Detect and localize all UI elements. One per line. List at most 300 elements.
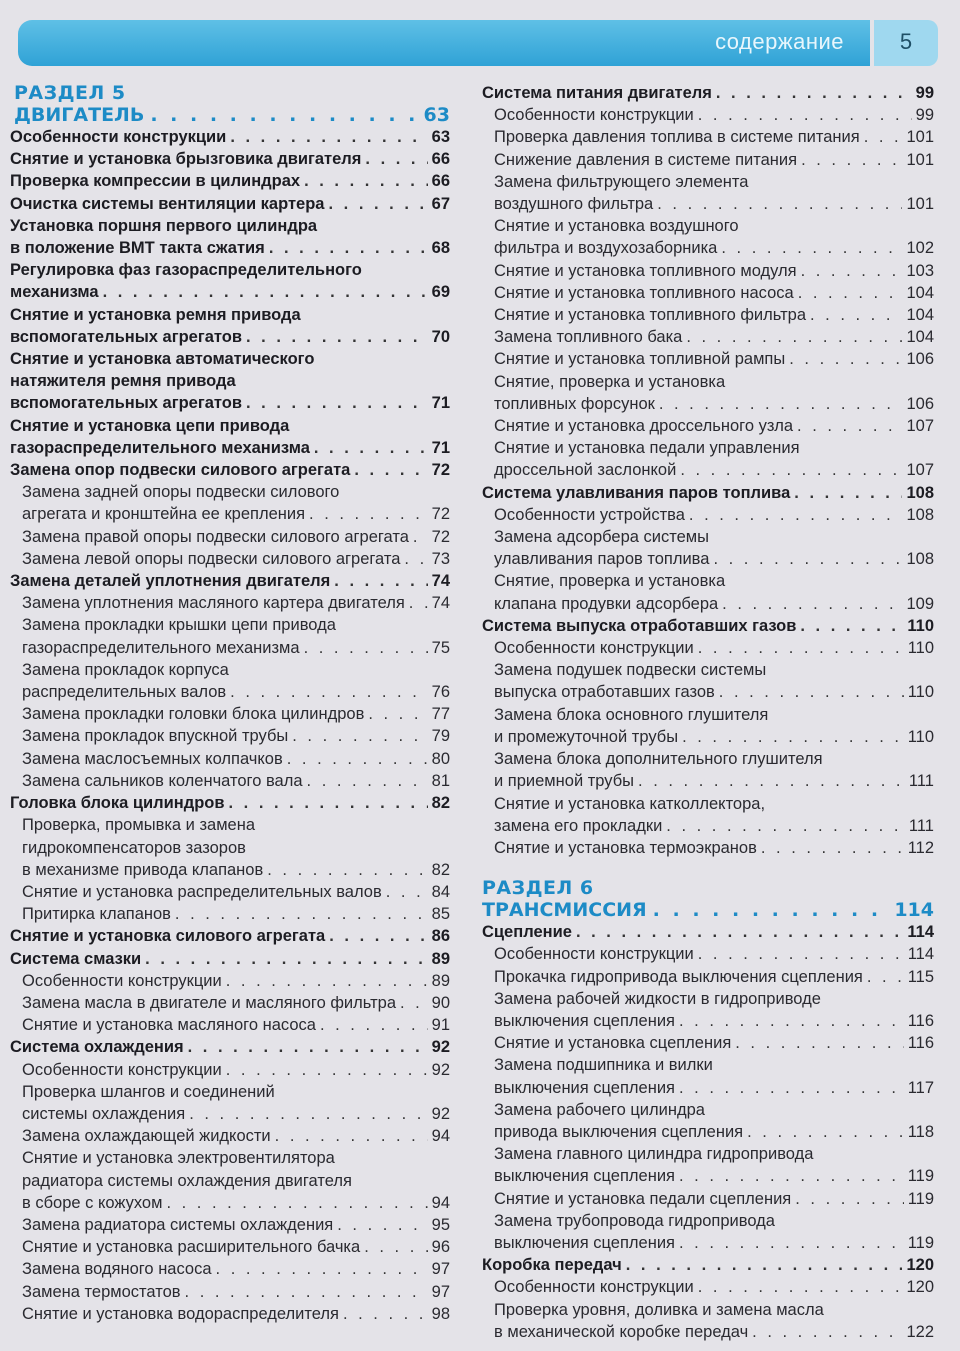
leader-dots (320, 1014, 428, 1036)
leader-dots (761, 837, 904, 859)
toc-page-number: 101 (906, 150, 934, 169)
toc-entry-title: Снятие и установка электровентилятора (22, 1149, 335, 1168)
toc-page-number: 120 (906, 1256, 934, 1275)
toc-page-number: 92 (431, 1060, 450, 1079)
toc-entry-line (478, 1299, 934, 1321)
toc-entry-line (6, 1214, 450, 1236)
toc-subentry[interactable] (478, 171, 934, 215)
toc-page-number: 68 (431, 239, 450, 258)
toc-heading-entry[interactable] (6, 148, 450, 170)
toc-entry-title: Коробка передач (482, 1256, 622, 1275)
toc-entry-title: Замена подушек подвески системы (494, 661, 767, 680)
toc-entry-line (478, 215, 934, 237)
toc-subentry[interactable] (478, 1032, 934, 1054)
toc-entry-title: Замена водяного насоса (22, 1260, 212, 1279)
toc-entry-line (6, 1125, 450, 1147)
toc-page-number: 70 (431, 327, 450, 346)
toc-page-number: 94 (431, 1193, 450, 1212)
toc-subentry[interactable] (478, 637, 934, 659)
leader-dots (269, 237, 428, 259)
toc-heading-entry[interactable] (478, 1254, 934, 1276)
toc-page-number: 73 (431, 549, 450, 568)
toc-entry-line (478, 437, 934, 459)
toc-entry-line (478, 393, 934, 415)
toc-entry-title: Снятие и установка сцепления (494, 1034, 732, 1053)
toc-subentry[interactable] (6, 526, 450, 548)
toc-entry-line (478, 348, 934, 370)
toc-subentry[interactable] (6, 481, 450, 525)
toc-entry-title: Прокачка гидропривода выключения сцепления (494, 967, 863, 986)
toc-page-number: 76 (431, 683, 450, 702)
toc-entry-title: Система охлаждения (10, 1038, 184, 1057)
leader-dots (659, 393, 903, 415)
toc-entry-title: Снятие и установка распределительных валов (22, 882, 382, 901)
leader-dots (686, 326, 902, 348)
toc-entry-title: Проверка, промывка и замена (22, 816, 256, 835)
toc-entry-line (478, 704, 934, 726)
toc-entry-title: Снятие и установка брызговика двигателя (10, 150, 362, 169)
toc-entry-line (478, 1321, 934, 1343)
toc-entry-title: улавливания паров топлива (494, 550, 710, 569)
toc-entry-line (6, 437, 450, 459)
toc-subentry[interactable] (478, 1210, 934, 1254)
toc-subentry[interactable] (6, 1281, 450, 1303)
leader-dots (400, 992, 428, 1014)
toc-heading-entry[interactable] (6, 459, 450, 481)
toc-entry-line (6, 259, 450, 281)
toc-subentry[interactable] (6, 614, 450, 658)
toc-subentry[interactable] (478, 793, 934, 837)
leader-dots (307, 770, 428, 792)
leader-dots (716, 82, 912, 104)
toc-page-number: 82 (431, 860, 450, 879)
toc-entry-title: Замена адсорбера системы (494, 528, 709, 547)
toc-entry-title: вспомогательных агрегатов (10, 327, 242, 346)
toc-page-number: 99 (915, 106, 934, 125)
toc-heading-entry[interactable] (478, 482, 934, 504)
toc-entry-title: Особенности конструкции (10, 128, 227, 146)
leader-dots (867, 966, 904, 988)
toc-entry-line (6, 1014, 450, 1036)
section-6-name: ТРАНСМИССИЯ (482, 899, 647, 922)
toc-entry-line (478, 126, 934, 148)
toc-entry-title: Снятие и установка топливного насоса (494, 283, 794, 302)
toc-page-number: 75 (431, 638, 450, 657)
toc-page-number: 97 (431, 1260, 450, 1279)
toc-page-number: 110 (907, 683, 934, 702)
toc-entry-line (478, 966, 934, 988)
toc-subentry[interactable] (478, 526, 934, 570)
toc-entry-title: Головка блока цилиндров (10, 794, 225, 813)
section-5-name: ДВИГАТЕЛЬ (14, 104, 145, 126)
toc-page-number: 92 (431, 1104, 450, 1123)
toc-page-number: 119 (907, 1233, 934, 1252)
leader-dots (329, 925, 427, 947)
toc-subentry[interactable] (478, 104, 934, 126)
leader-dots (789, 348, 902, 370)
toc-page-number: 112 (907, 838, 934, 857)
header-title: содержание (715, 29, 844, 54)
toc-entry-title: Замена радиатора системы охлаждения (22, 1215, 334, 1234)
toc-subentry[interactable] (6, 1014, 450, 1036)
toc-entry-title: Замена деталей уплотнения двигателя (10, 572, 331, 591)
toc-entry-title: Замена правой опоры подвески силового агрегата (22, 527, 409, 546)
leader-dots (185, 1281, 428, 1303)
toc-page-number: 103 (906, 261, 934, 280)
toc-entry-line (6, 770, 450, 792)
toc-entry-title: Особенности конструкции (494, 106, 694, 125)
toc-entry-line (6, 281, 450, 303)
toc-entry-line (478, 593, 934, 615)
leader-dots (188, 1036, 428, 1058)
toc-entry-line (478, 282, 934, 304)
toc-subentry[interactable] (478, 943, 934, 965)
toc-entry-title: Снятие и установка педали сцепления (494, 1189, 792, 1208)
toc-entry-title: Снятие и установка топливной рампы (494, 350, 786, 369)
toc-page-number: 104 (906, 306, 934, 325)
toc-heading-entry[interactable] (478, 615, 934, 637)
toc-entry-line (478, 1032, 934, 1054)
leader-dots (229, 792, 428, 814)
toc-entry-line (6, 1303, 450, 1325)
toc-subentry[interactable] (478, 504, 934, 526)
toc-entry-line (6, 570, 450, 592)
toc-page-number: 91 (431, 1016, 450, 1035)
leader-dots (638, 770, 905, 792)
toc-entry-line (478, 837, 934, 859)
toc-heading-entry[interactable] (6, 348, 450, 415)
toc-page-number: 110 (907, 727, 934, 746)
toc-entry-line (478, 770, 934, 792)
toc-entry-line (478, 726, 934, 748)
leader-dots (689, 504, 903, 526)
toc-entry-title: Система улавливания паров топлива (482, 483, 791, 502)
toc-entry-line (478, 681, 934, 703)
toc-subentry[interactable] (6, 659, 450, 703)
toc-entry-title: механизма (10, 283, 99, 302)
toc-entry-line (478, 326, 934, 348)
toc-subentry[interactable] (478, 1143, 934, 1187)
toc-subentry[interactable] (6, 970, 450, 992)
toc-subentry[interactable] (6, 770, 450, 792)
toc-subentry[interactable] (6, 703, 450, 725)
toc-entry-line (6, 348, 450, 370)
toc-entry-line (6, 1081, 450, 1103)
toc-entry-title: Особенности конструкции (22, 971, 222, 990)
toc-entry-title: Снятие и установка ремня привода (10, 305, 301, 324)
toc-subentry[interactable] (478, 704, 934, 748)
toc-entry-line (6, 304, 450, 326)
toc-page-number: 118 (907, 1122, 934, 1141)
toc-entry-title: Снятие и установка топливного фильтра (494, 306, 806, 325)
leader-dots (698, 637, 904, 659)
toc-column-right (478, 82, 934, 1343)
toc-entry-line (478, 1077, 934, 1099)
toc-entry-line (6, 881, 450, 903)
toc-entry-title: Замена трубопровода гидропривода (494, 1211, 775, 1230)
page-number: 5 (899, 29, 913, 54)
toc-subentry[interactable] (478, 371, 934, 415)
toc-page-number: 107 (906, 461, 934, 480)
toc-heading-entry[interactable] (6, 925, 450, 947)
toc-entry-line (6, 703, 450, 725)
toc-page-number: 89 (431, 971, 450, 990)
toc-entry-title: Снижение давления в системе питания (494, 150, 798, 169)
leader-dots (752, 1321, 902, 1343)
toc-heading-entry[interactable] (6, 792, 450, 814)
leader-dots (246, 326, 428, 348)
toc-subentry[interactable] (6, 992, 450, 1014)
toc-entry-title: Снятие и установка цепи привода (10, 416, 290, 435)
toc-page-number: 92 (431, 1038, 450, 1057)
toc-entry-title: Замена подшипника и вилки (494, 1056, 713, 1075)
toc-entry-line (6, 415, 450, 437)
toc-entry-title: газораспределительного механизма (10, 438, 310, 457)
section-6-heading[interactable] (478, 899, 934, 921)
toc-entry-title: и промежуточной трубы (494, 727, 679, 746)
toc-entry-line (6, 148, 450, 170)
leader-dots (216, 1258, 428, 1280)
toc-page-number: 66 (431, 150, 450, 169)
toc-heading-entry[interactable] (6, 259, 450, 303)
toc-entry-line (6, 903, 450, 925)
toc-entry-line (478, 1165, 934, 1187)
toc-subentry[interactable] (478, 215, 934, 259)
toc-subentry[interactable] (478, 748, 934, 792)
toc-entry-line (6, 1103, 450, 1125)
leader-dots (365, 148, 427, 170)
toc-entry-title: Замена уплотнения масляного картера двигателя (22, 594, 405, 613)
toc-entry-title: и приемной трубы (494, 772, 635, 791)
toc-entry-line (6, 1147, 450, 1169)
toc-subentry[interactable] (478, 837, 934, 859)
toc-entry-line (6, 481, 450, 503)
toc-entry-title: Снятие и установка расширительного бачка (22, 1238, 361, 1257)
toc-heading-entry[interactable] (478, 921, 934, 943)
toc-entry-title: Притирка клапанов (22, 905, 171, 924)
toc-entry-line (6, 992, 450, 1014)
toc-heading-entry[interactable] (478, 82, 934, 104)
toc-page-number: 117 (907, 1078, 934, 1097)
toc-page-number: 82 (431, 794, 450, 813)
toc-page-number: 72 (431, 527, 450, 546)
toc-subentry[interactable] (478, 348, 934, 370)
leader-dots (801, 149, 902, 171)
toc-entry-line (6, 1236, 450, 1258)
toc-subentry[interactable] (6, 903, 450, 925)
toc-page-number: 85 (431, 905, 450, 924)
toc-subentry[interactable] (6, 725, 450, 747)
leader-dots (230, 126, 427, 148)
toc-subentry[interactable] (6, 1236, 450, 1258)
toc-entry-line (478, 526, 934, 548)
leader-dots (735, 1032, 903, 1054)
toc-subentry[interactable] (478, 1099, 934, 1143)
toc-entry-title: газораспределительного механизма (22, 638, 300, 657)
toc-entry-title: Снятие и установка катколлектора, (494, 794, 766, 813)
leader-dots (798, 282, 903, 304)
toc-subentry[interactable] (478, 659, 934, 703)
toc-entry-title: Система выпуска отработавших газов (482, 616, 797, 635)
leader-dots (226, 1059, 428, 1081)
toc-subentry[interactable] (478, 966, 934, 988)
toc-entry-title: Замена прокладок корпуса (22, 660, 229, 679)
toc-subentry[interactable] (478, 126, 934, 148)
toc-heading-entry[interactable] (6, 1036, 450, 1058)
toc-heading-entry[interactable] (6, 948, 450, 970)
toc-subentry[interactable] (478, 326, 934, 348)
toc-heading-entry[interactable] (6, 170, 450, 192)
leader-dots (309, 503, 428, 525)
leader-dots (230, 681, 427, 703)
toc-entry-title: Снятие и установка дроссельного узла (494, 417, 794, 436)
leader-dots (337, 1214, 427, 1236)
toc-right-entries-bottom (478, 921, 934, 1343)
toc-subentry[interactable] (478, 437, 934, 481)
toc-page-number: 110 (907, 616, 934, 635)
toc-entry-line (6, 548, 450, 570)
toc-entry-title: воздушного фильтра (494, 195, 654, 214)
toc-entry-title: Особенности устройства (494, 505, 685, 524)
toc-page-number: 95 (431, 1215, 450, 1234)
toc-heading-entry[interactable] (6, 304, 450, 348)
toc-heading-entry[interactable] (6, 415, 450, 459)
toc-entry-title: Сцепление (482, 923, 572, 942)
leader-dots (275, 1125, 428, 1147)
toc-page-number: 115 (907, 967, 934, 986)
toc-page-number: 116 (907, 1011, 934, 1030)
toc-page-number: 108 (906, 550, 934, 569)
toc-entry-line (478, 260, 934, 282)
toc-subentry[interactable] (478, 1188, 934, 1210)
leader-dots (698, 1276, 903, 1298)
toc-page-number: 98 (431, 1304, 450, 1323)
toc-entry-line (6, 859, 450, 881)
leader-dots (343, 1303, 428, 1325)
leader-dots (413, 526, 428, 548)
toc-heading-entry[interactable] (6, 215, 450, 259)
toc-subentry[interactable] (6, 1258, 450, 1280)
toc-entry-title: Замена маслосъемных колпачков (22, 749, 283, 768)
toc-subentry[interactable] (6, 748, 450, 770)
toc-subentry[interactable] (6, 814, 450, 881)
toc-subentry[interactable] (6, 1059, 450, 1081)
toc-entry-line (6, 837, 450, 859)
toc-column-left (6, 82, 450, 1325)
toc-entry-line (478, 1143, 934, 1165)
toc-subentry[interactable] (6, 881, 450, 903)
toc-heading-entry[interactable] (6, 126, 450, 148)
toc-subentry[interactable] (478, 988, 934, 1032)
section-5-heading[interactable] (6, 104, 450, 126)
toc-entry-line (6, 193, 450, 215)
leader-dots (801, 260, 903, 282)
toc-entry-line (478, 415, 934, 437)
toc-entry-title: Замена рабочего цилиндра (494, 1100, 705, 1119)
toc-subentry[interactable] (6, 1081, 450, 1125)
toc-entry-title: Снятие и установка масляного насоса (22, 1016, 316, 1035)
leader-dots (698, 104, 912, 126)
toc-page-number: 104 (906, 283, 934, 302)
toc-entry-title: выключения сцепления (494, 1167, 675, 1186)
toc-page-number: 122 (906, 1322, 934, 1341)
toc-subentry[interactable] (478, 149, 934, 171)
section-6-page: 114 (894, 899, 934, 922)
toc-subentry[interactable] (6, 592, 450, 614)
leader-dots (722, 593, 902, 615)
toc-page-number: 90 (431, 993, 450, 1012)
toc-entry-line (478, 921, 934, 943)
toc-entry-title: в механизме привода клапанов (22, 860, 264, 879)
header-bar (18, 20, 870, 66)
leader-dots (721, 237, 902, 259)
toc-entry-title: выключения сцепления (494, 1011, 675, 1030)
leader-dots (679, 1077, 904, 1099)
leader-dots (175, 903, 428, 925)
toc-entry-line (6, 1059, 450, 1081)
toc-heading-entry[interactable] (6, 193, 450, 215)
toc-page-number: 101 (906, 195, 934, 214)
leader-dots (328, 193, 427, 215)
toc-entry-line (478, 793, 934, 815)
toc-entry-title: агрегата и кронштейна ее крепления (22, 505, 306, 524)
leader-dots (657, 193, 902, 215)
toc-subentry[interactable] (478, 570, 934, 614)
toc-entry-line (478, 659, 934, 681)
toc-entry-title: Снятие и установка воздушного (494, 217, 739, 236)
toc-entry-title: Замена прокладки крышки цепи привода (22, 616, 336, 635)
leader-dots (409, 592, 428, 614)
toc-entry-title: Система смазки (10, 949, 142, 968)
leader-dots (292, 725, 427, 747)
toc-entry-title: Установка поршня первого цилиндра (10, 216, 318, 235)
toc-page-number: 74 (431, 594, 450, 613)
toc-subentry[interactable] (478, 415, 934, 437)
leader-dots (797, 415, 902, 437)
toc-entry-line (6, 1281, 450, 1303)
toc-entry-line (478, 1054, 934, 1076)
toc-page-number: 111 (908, 772, 934, 791)
leader-dots (680, 459, 902, 481)
toc-subentry[interactable] (478, 260, 934, 282)
toc-entry-line (6, 659, 450, 681)
section-6-label: РАЗДЕЛ 6 (482, 877, 594, 900)
toc-entry-line (6, 614, 450, 636)
toc-heading-entry[interactable] (6, 570, 450, 592)
toc-entry-title: в сборе с кожухом (22, 1193, 163, 1212)
toc-subentry[interactable] (6, 1214, 450, 1236)
toc-page-number: 97 (431, 1282, 450, 1301)
toc-page-number: 86 (431, 927, 450, 946)
toc-subentry[interactable] (6, 1147, 450, 1214)
toc-subentry[interactable] (478, 1299, 934, 1343)
toc-subentry[interactable] (478, 282, 934, 304)
leader-dots (682, 726, 904, 748)
toc-subentry[interactable] (478, 1276, 934, 1298)
toc-entry-line (6, 925, 450, 947)
toc-subentry[interactable] (6, 1125, 450, 1147)
toc-subentry[interactable] (478, 304, 934, 326)
toc-entry-title: привода выключения сцепления (494, 1122, 744, 1141)
toc-subentry[interactable] (6, 1303, 450, 1325)
toc-subentry[interactable] (478, 1054, 934, 1098)
toc-entry-title: Особенности конструкции (494, 945, 694, 964)
toc-subentry[interactable] (6, 548, 450, 570)
toc-entry-line (6, 1192, 450, 1214)
toc-entry-title: фильтра и воздухозаборника (494, 239, 718, 258)
toc-page-number: 72 (431, 461, 450, 480)
toc-page-number: 106 (906, 350, 934, 369)
